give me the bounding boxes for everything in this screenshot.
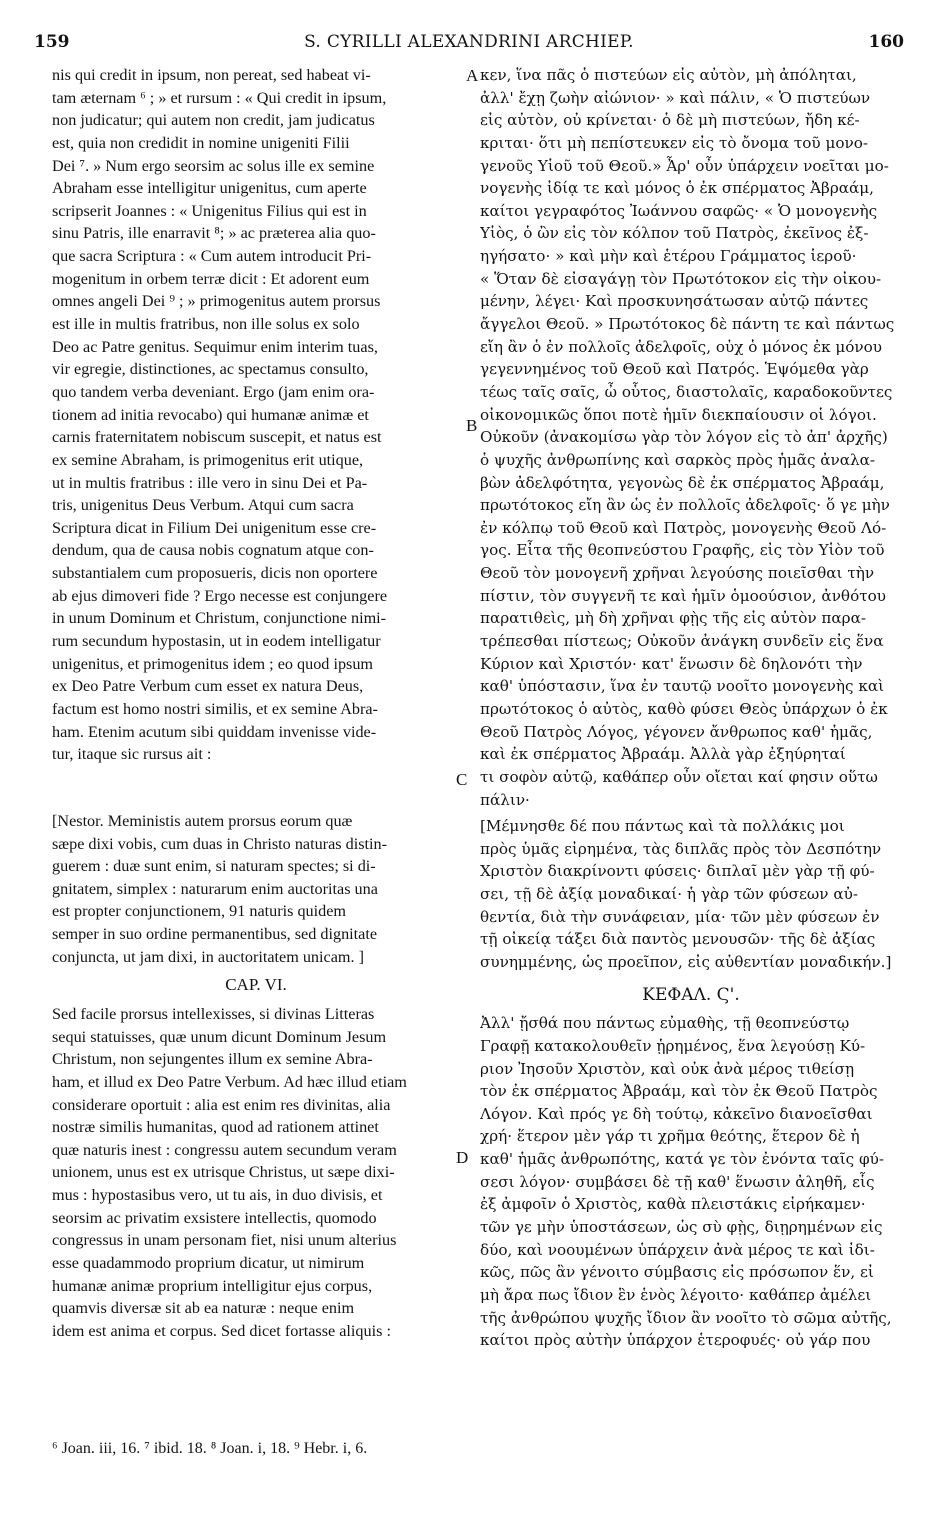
latin-note-line: conjuncta, ut jam dixi, in auctoritatem unicam. ] [52, 947, 364, 966]
latin-text-line: Deo ac Patre genitus. Sequimur enim interim tuas, [52, 337, 378, 356]
greek-text-line: ριον Ἰησοῦν Χριστὸν, καὶ οὐκ ἀνὰ μέρος τιθείσῃ [480, 1059, 855, 1078]
latin-text-line: nostræ similis humanitas, quod ad rationem attinet [52, 1118, 379, 1137]
latin-text-line: unigenitus, et primogenitus idem ; eo quod ipsum [52, 654, 374, 673]
latin-text-block-1 [52, 64, 460, 766]
page-header [34, 32, 904, 56]
greek-text-line: δύο, καὶ νοουμένων ὑπάρχειν ἀνὰ μέρος τε καὶ ἰδι- [480, 1240, 875, 1259]
latin-text-line: unionem, unus est ex utrisque Christus, ut sæpe dixi- [52, 1163, 395, 1182]
greek-text-line: γεγεννημένος τοῦ Θεοῦ καὶ Πατρός. Ἑψόμεθα γὰρ [480, 360, 869, 379]
margin-letter-c: C [456, 770, 468, 789]
latin-text-line: Christum, non sejungentes illum ex semine Abra- [52, 1050, 373, 1069]
greek-text-line: ὁ ψυχῆς ἀνθρωπίνης καὶ σαρκὸς πρὸς ἡμᾶς ἀναλα- [480, 450, 876, 469]
latin-text-line: humanæ animæ proprium intelligitur ejus corpus, [52, 1276, 373, 1295]
greek-text-line: ἄγγελοι Θεοῦ. » Πρωτότοκος δὲ πάντη τε καὶ πάντως [480, 315, 895, 334]
latin-text-line: quæ naturis inest : congressu autem secundum veram [52, 1140, 397, 1159]
greek-text-line: Κύριον καὶ Χριστόν· κατ' ἕνωσιν δὲ δηλονότι τὴν [480, 654, 863, 673]
latin-column [52, 64, 460, 1343]
latin-text-line: nis qui credit in ipsum, non pereat, sed habeat vi- [52, 66, 371, 84]
latin-text-line: rum secundum hypostasin, ut in eodem intelligatur [52, 632, 381, 651]
latin-text-line: ab ejus dimoveri fide ? Ergo necesse est conjungere [52, 586, 388, 605]
greek-note-line: σει, τῇ δὲ ἀξίᾳ μοναδικαί· ἡ γὰρ τῶν φύσεων αὐ- [480, 885, 858, 904]
greek-text-line: ἐν κόλπῳ τοῦ Θεοῦ καὶ Πατρὸς, μονογενὴς Θεοῦ Λό- [480, 518, 887, 537]
greek-text-line: Λόγον. Καὶ πρός γε δὴ τούτῳ, κἀκεῖνο διανοεῖσθαι [480, 1104, 873, 1123]
latin-text-line: esse quadammodo proprium dicatur, ut nimirum [52, 1254, 365, 1273]
latin-text-line: Dei ⁷. » Num ergo seorsim ac solus ille ex semine [52, 156, 375, 175]
latin-note-line: guerem : duæ sunt enim, si naturam spectes; si di- [52, 857, 376, 876]
greek-chapter-title: ΚΕΦΑΛ. Ϛ'. [642, 984, 740, 1005]
greek-note-line: συνημμένης, ὡς προεῖπον, εἰς αὐθεντίαν μοναδικήν.] [480, 952, 892, 971]
latin-text-line: ex Deo Patre Verbum cum esset ex natura Deus, [52, 677, 364, 696]
greek-text-line: Υἱὸς, ὁ ὢν εἰς τὸν κόλπον τοῦ Πατρὸς, ἐκεῖνος ἐξ- [480, 224, 869, 243]
greek-text-line: τρέπεσθαι πίστεως; Οὐκοῦν ἀνάγκη συνδεῖν εἰς ἕνα [480, 632, 884, 651]
latin-text-line: seorsim ac privatim exsistere intellectis, quomodo [52, 1208, 377, 1227]
latin-nestor-quote [52, 810, 460, 968]
margin-letter-d: D [456, 1148, 469, 1167]
latin-text-line: mus : hypostasibus vero, ut tu ais, in duo divisis, et [52, 1186, 383, 1205]
latin-text-line: ham. Etenim acutum sibi quiddam invenisse vide- [52, 722, 377, 741]
greek-text-line: πρωτότοκος εἴη ἂν ὡς ἐν πολλοῖς ἀδελφοῖς· ὅ γε μὴν [480, 496, 890, 515]
greek-text-line: γενοῦς Υἱοῦ τοῦ Θεοῦ.» Ἆρ' οὖν ὑπάρχειν νοεῖται μο- [480, 156, 889, 175]
greek-note-line: θεντία, διὰ τὴν συνάφειαν, μία· τῶν μὲν φύσεων ἐν [480, 907, 880, 926]
greek-text-line: εἴη ἂν ὁ ἐν πολλοῖς ἀδελφοῖς, οὐχ ὁ μόνος ἐκ μόνου [480, 337, 883, 356]
greek-text-line: κεν, ἵνα πᾶς ὁ πιστεύων εἰς αὐτὸν, μὴ ἀπόληται, [480, 66, 857, 84]
latin-chapter-title: CAP. VI. [225, 975, 287, 995]
latin-text-line: non judicatur; qui autem non credit, jam judicatus [52, 111, 375, 130]
latin-text-line: mogenitum in orbem terræ dicit : Et adorent eum [52, 269, 370, 288]
greek-note-line: [Μέμνησθε δέ που πάντως καὶ τὰ πολλάκις μοι [480, 817, 845, 836]
latin-note-line: semper in suo ordine permanentibus, sed dignitate [52, 925, 378, 944]
latin-text-line: in unum Dominum et Christum, conjunctione nimi- [52, 609, 387, 628]
greek-text-line: οἰκονομικῶς ὅποι ποτὲ ἡμῖν διεκπαίουσιν οἱ λόγοι. [480, 405, 877, 424]
latin-text-line: quo tandem verba deveniant. Ergo (jam enim ora- [52, 382, 375, 401]
greek-column [480, 64, 902, 1352]
margin-letter-a: A [466, 66, 479, 85]
latin-text-line: est ille in multis fratribus, non ille solus ex solo [52, 315, 360, 334]
greek-text-line: καίτοι γεγραφότος Ἰωάννου σαφῶς· « Ὁ μονογενὴς [480, 201, 878, 220]
latin-text-line: considerare oportuit : alia est enim res divinitas, alia [52, 1095, 391, 1114]
greek-text-line: ηγήσατο· » καὶ μὴν καὶ ἑτέρου Γράμματος ἱεροῦ· [480, 247, 857, 266]
greek-text-line: ἀλλ' ἔχῃ ζωὴν αἰώνιον· » καὶ πάλιν, « Ὁ πιστεύων [480, 88, 871, 107]
latin-note-line: est propter conjunctionem, 91 naturis quidem [52, 902, 347, 921]
greek-text-line: βὼν ἀδελφότητα, γεγονὼς δὲ ἐκ σπέρματος Ἀβραάμ, [480, 473, 885, 492]
latin-note-line: [Nestor. Meministis autem prorsus eorum quæ [52, 811, 353, 830]
latin-text-line: ut in multis fratribus : ille vero in sinu Dei et Pa- [52, 473, 368, 492]
greek-text-line: κριται· ὅτι μὴ πεπίστευκεν εἰς τὸ ὄνομα τοῦ μονο- [480, 133, 868, 152]
greek-text-line: Γραφῇ κατακολουθεῖν ᾑρημένος, ἕνα λεγούσῃ Κύ- [480, 1036, 866, 1055]
greek-text-line: νογενὴς ἰδίᾳ τε καὶ μόνος ὁ ἐκ σπέρματος Ἀβραάμ, [480, 179, 874, 198]
latin-note-line: sæpe dixi vobis, cum duas in Christo naturas distin- [52, 834, 387, 853]
latin-text-line: vir egregie, distinctiones, ac spectamus consulto, [52, 360, 369, 379]
page-number-left: 159 [34, 32, 70, 52]
greek-text-line: πίστιν, τὸν συγγενῆ τε καὶ ἡμῖν ὁμοούσιον, ἀνθότου [480, 586, 886, 605]
latin-text-line: sequi statuisses, quæ unum dicunt Dominum Jesum [52, 1027, 387, 1046]
latin-text-line: scripserit Joannes : « Unigenitus Filius qui est in [52, 201, 367, 220]
footnotes: ⁶ Joan. iii, 16. ⁷ ibid. 18. ⁸ Joan. i, 18. ⁹ Hebr. i, 6. [52, 1440, 368, 1457]
greek-nestor-quote [480, 815, 902, 973]
latin-text-line: tionem ad initia revocabo) qui humanæ animæ et [52, 405, 369, 424]
greek-text-line: τῆς ἀνθρώπου ψυχῆς ἴδιον ἂν νοοῖτο τὸ σῶμα αὐτῆς, [480, 1308, 892, 1327]
latin-text-line: Sed facile prorsus intellexisses, si divinas Litteras [52, 1004, 375, 1023]
greek-text-line: γος. Εἶτα τῆς θεοπνεύστου Γραφῆς, εἰς τὸν Υἱὸν τοῦ [480, 541, 885, 560]
page-number-right: 160 [868, 32, 904, 52]
latin-text-line: ham, et illud ex Deo Patre Verbum. Ad hæc illud etiam [52, 1072, 407, 1091]
greek-text-line: πάλιν· [480, 790, 530, 809]
greek-text-line: καθ' ἡμᾶς ἀνθρωπότης, κατά γε τὸν ἐνόντα ταῖς φύ- [480, 1150, 884, 1169]
latin-note-line: gnitatem, simplex : naturarum enim auctoritas una [52, 879, 378, 898]
greek-text-line: καίτοι πρὸς αὐτὴν ὑπάρχον ἑτεροφυές· οὐ γάρ που [480, 1331, 871, 1350]
latin-text-line: congressus in unam personam fiet, nisi unum alterius [52, 1231, 397, 1250]
latin-text-line: tur, itaque sic rursus ait : [52, 745, 212, 764]
latin-text-line: quamvis diversæ sit ab ea naturæ : neque enim [52, 1299, 355, 1318]
greek-text-block-2 [480, 1012, 902, 1352]
greek-text-line: Ἀλλ' ᾔσθά που πάντως εὐμαθὴς, τῇ θεοπνεύστῳ [480, 1014, 850, 1033]
greek-text-line: Οὐκοῦν (ἀνακομίσω γὰρ τὸν λόγον εἰς τὸ ἀπ' ἀρχῆς) [480, 428, 888, 447]
greek-text-line: τὸν ἐκ σπέρματος Ἀβραάμ, καὶ τὸν ἐκ Θεοῦ Πατρὸς [480, 1082, 878, 1101]
latin-text-line: tam æternam ⁶ ; » et rursum : « Qui credit in ipsum, [52, 88, 387, 107]
greek-text-line: « Ὅταν δὲ εἰσαγάγῃ τὸν Πρωτότοκον εἰς τὴν οἰκου- [480, 269, 882, 288]
greek-text-line: σεσι λόγον· συμβάσει δὲ τῇ καθ' ἕνωσιν ἀληθῆ, εἷς [480, 1172, 875, 1191]
latin-text-line: ex semine Abraham, is primogenitus erit utique, [52, 450, 364, 469]
greek-text-line: καθ' ὑπόστασιν, ἵνα ἐν ταυτῷ νοοῖτο μονογενὴς καὶ [480, 677, 885, 696]
latin-text-line: substantialem cum proposueris, dicis non oportere [52, 564, 378, 583]
greek-text-line: μένην, λέγει· Καὶ προσκυνησάτωσαν αὐτῷ πάντες [480, 292, 869, 311]
margin-letter-b: B [466, 416, 478, 435]
greek-note-line: Χριστὸν διακρίνοντι φύσεις· διπλαῖ μὲν γὰρ τῇ φύ- [480, 862, 875, 881]
latin-text-line: que sacra Scriptura : « Cum autem introducit Pri- [52, 247, 372, 266]
greek-text-block-1 [480, 64, 902, 811]
greek-text-line: εἰς αὐτὸν, οὐ κρίνεται· ὁ δὲ μὴ πιστεύων, ἤδη κέ- [480, 111, 860, 130]
latin-text-line: tris, unigenitus Deus Verbum. Atqui cum sacra [52, 496, 354, 515]
greek-text-line: χρή· ἕτερον μὲν γάρ τι χρῆμα θεότης, ἕτερον δὲ ἡ [480, 1127, 860, 1146]
greek-text-line: τέως ταῖς σαῖς, ὦ οὗτος, διαστολαῖς, καραδοκοῦντες [480, 382, 893, 401]
latin-text-line: dendum, qua de causa nobis cognatum atque con- [52, 541, 374, 560]
greek-text-line: τῶν γε μὴν ὑποστάσεων, ὡς σὺ φῂς, διῃρημένων εἰς [480, 1218, 883, 1237]
latin-text-line: Abraham esse intelligitur unigenitus, cum aperte [52, 179, 367, 198]
running-title: S. CYRILLI ALEXANDRINI ARCHIEP. [304, 32, 634, 52]
greek-note-line: τῇ οἰκείᾳ τάξει διὰ παντὸς μενουσῶν· τῆς δὲ ἀξίας [480, 930, 876, 949]
latin-text-line: sinu Patris, ille enarravit ⁸; » ac præterea alia quo- [52, 224, 376, 243]
greek-text-line: παρατιθεὶς, μὴ δὴ χρῆναι φῂς τῆς εἰς αὐτὸν παρα- [480, 609, 866, 628]
latin-text-block-2 [52, 1003, 460, 1343]
latin-text-line: carnis fraternitatem nobiscum suscepit, et natus est [52, 428, 382, 447]
greek-text-line: ἐξ ἀμφοῖν ὁ Χριστὸς, καθὰ πλειστάκις εἰρήκαμεν· [480, 1195, 866, 1214]
greek-note-line: πρὸς ὑμᾶς εἰρημένα, τὰς διπλᾶς πρὸς τὸν Δεσπότην [480, 839, 882, 858]
greek-text-line: Θεοῦ Πατρὸς Λόγος, γέγονεν ἄνθρωπος καθ' ἡμᾶς, [480, 722, 873, 741]
latin-text-line: idem est anima et corpus. Sed dicet fortasse aliquis : [52, 1321, 391, 1340]
greek-text-line: πρωτότοκος ὁ αὐτὸς, καθὸ φύσει Θεὸς ὑπάρχων ὁ ἐκ [480, 699, 888, 718]
greek-text-line: καὶ ἐκ σπέρματος Ἀβραάμ. Ἀλλὰ γὰρ ἐξηύρηταί [480, 745, 846, 764]
latin-text-line: Scriptura dicat in Filium Dei unigenitum esse cre- [52, 518, 377, 537]
latin-text-line: omnes angeli Dei ⁹ ; » primogenitus autem prorsus [52, 292, 381, 311]
latin-text-line: factum est homo nostri similis, et ex semine Abra- [52, 699, 378, 718]
greek-text-line: κῶς, πῶς ἂν γένοιτο σύμβασις εἰς πρόσωπον ἕν, εἰ [480, 1263, 874, 1282]
greek-text-line: τι σοφὸν αὐτῷ, καθάπερ οὖν οἴεται καί φησιν οὕτω [480, 767, 878, 786]
greek-text-line: μὴ ἄρα πως ἴδιον ἓν ἑνὸς λέγοιτο· καθάπερ ἀμέλει [480, 1285, 872, 1304]
latin-text-line: est, quia non credidit in nomine unigeniti Filii [52, 133, 350, 152]
greek-text-line: Θεοῦ τὸν μονογενῆ χρῆναι λεγούσης ποιεῖσθαι τὴν [480, 564, 875, 583]
